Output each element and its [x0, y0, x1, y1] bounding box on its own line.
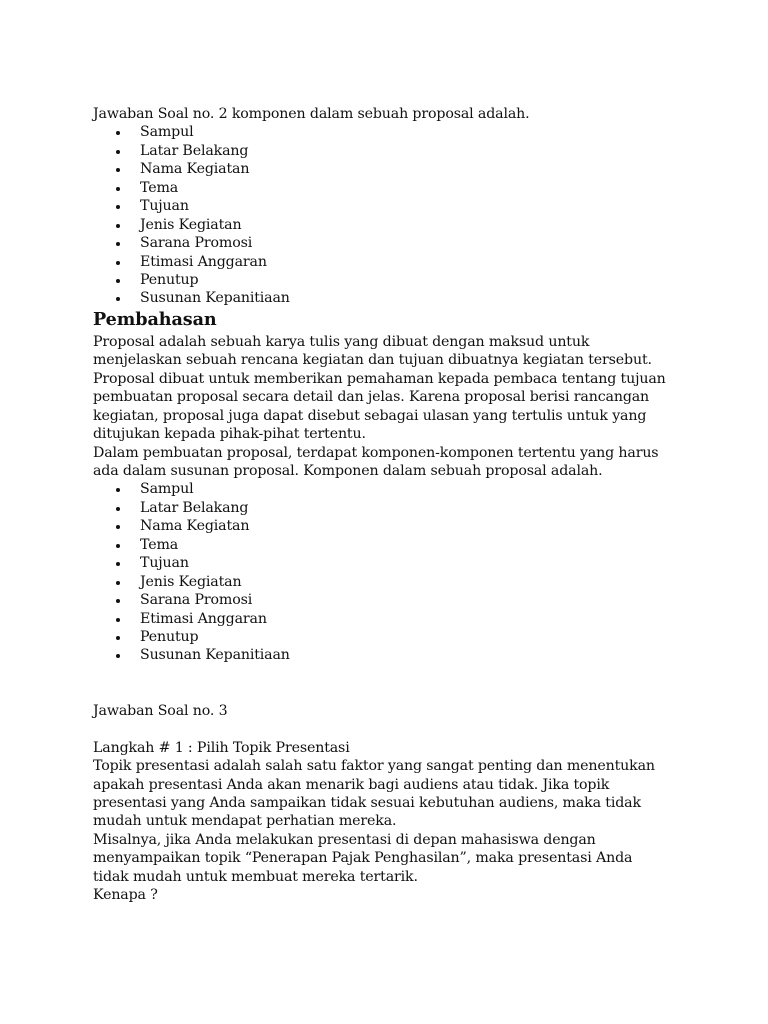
- body-line: ada dalam susunan proposal. Komponen dalam sebuah proposal adalah.: [93, 463, 603, 479]
- body-line: Proposal dibuat untuk memberikan pemahaman kepada pembaca tentang tujuan: [93, 370, 666, 387]
- list-item: [93, 234, 683, 252]
- body-line: menyampaikan topik “Penerapan Pajak Penghasilan”, maka presentasi Anda: [93, 850, 633, 867]
- bullet-icon: [116, 131, 120, 135]
- list-item: [93, 517, 683, 535]
- list-item: [93, 289, 683, 307]
- list-item-text: Penutup: [140, 271, 199, 288]
- bullet-icon: [116, 261, 120, 265]
- body-line: Kenapa ?: [93, 887, 158, 904]
- body-line: Proposal adalah sebuah karya tulis yang dibuat dengan maksud untuk: [93, 333, 590, 350]
- list-item-text: Etimasi Anggaran: [140, 610, 267, 627]
- pembahasan-body: [93, 333, 683, 481]
- list-item: [93, 536, 683, 554]
- list-item-text: Sampul: [140, 481, 194, 498]
- pembahasan-component-list: [93, 480, 683, 664]
- list-item-text: Susunan Kepanitiaan: [140, 647, 290, 664]
- list-item: [93, 253, 683, 271]
- list-item-text: Tujuan: [140, 198, 189, 215]
- body-line: Misalnya, jika Anda melakukan presentasi di depan mahasiswa dengan: [93, 831, 596, 848]
- bullet-icon: [116, 544, 120, 548]
- body-line: Dalam pembuatan proposal, terdapat komponen-komponen tertentu yang harus: [93, 444, 659, 461]
- list-item: [93, 554, 683, 572]
- list-item: [93, 160, 683, 178]
- list-item: [93, 499, 683, 517]
- bullet-icon: [116, 168, 120, 172]
- bullet-icon: [116, 654, 120, 658]
- bullet-icon: [116, 636, 120, 640]
- bullet-icon: [116, 279, 120, 283]
- bullet-icon: [116, 562, 120, 566]
- list-item-text: Jenis Kegiatan: [140, 216, 242, 233]
- body-line: menjelaskan sebuah rencana kegiatan dan tujuan dibuatnya kegiatan tersebut.: [93, 352, 652, 369]
- bullet-icon: [116, 488, 120, 492]
- bullet-icon: [116, 507, 120, 511]
- list-item-text: Tema: [140, 536, 179, 553]
- list-item: [93, 197, 683, 215]
- document-page: [93, 105, 683, 905]
- list-item-text: Sarana Promosi: [140, 235, 253, 252]
- bullet-icon: [116, 297, 120, 301]
- bullet-icon: [116, 242, 120, 246]
- bullet-icon: [116, 187, 120, 191]
- list-item: [93, 610, 683, 628]
- blank-space: [93, 665, 683, 702]
- blank-space: [93, 720, 683, 738]
- list-item: [93, 573, 683, 591]
- bullet-icon: [116, 224, 120, 228]
- list-item: [93, 628, 683, 646]
- list-item-text: Nama Kegiatan: [140, 161, 250, 178]
- body-line: mudah untuk mendapat perhatian mereka.: [93, 813, 397, 830]
- body-line: Topik presentasi adalah salah satu faktor yang sangat penting dan menentukan: [93, 758, 655, 775]
- body-line: apakah presentasi Anda akan menarik bagi audiens atau tidak. Jika topik: [93, 776, 610, 793]
- step-title: Langkah # 1 : Pilih Topik Presentasi: [93, 739, 350, 756]
- list-item: [93, 142, 683, 160]
- list-item: [93, 591, 683, 609]
- list-item: [93, 123, 683, 141]
- section1-component-list: [93, 123, 683, 307]
- list-item-text: Etimasi Anggaran: [140, 253, 267, 270]
- list-item: [93, 179, 683, 197]
- bullet-icon: [116, 150, 120, 154]
- section3-body: [93, 757, 683, 905]
- list-item-text: Tema: [140, 179, 179, 196]
- list-item-text: Susunan Kepanitiaan: [140, 290, 290, 307]
- section3-title: Jawaban Soal no. 3: [93, 702, 228, 719]
- list-item-text: Sampul: [140, 124, 194, 141]
- list-item-text: Nama Kegiatan: [140, 518, 250, 535]
- section1-intro: Jawaban Soal no. 2 komponen dalam sebuah proposal adalah.: [93, 106, 530, 122]
- body-line: presentasi yang Anda sampaikan tidak sesuai kebutuhan audiens, maka tidak: [93, 794, 641, 811]
- bullet-icon: [116, 525, 120, 529]
- body-line: tidak mudah untuk membuat mereka tertarik.: [93, 868, 418, 885]
- list-item-text: Penutup: [140, 628, 199, 645]
- pembahasan-heading: Pembahasan: [93, 308, 217, 330]
- bullet-icon: [116, 205, 120, 209]
- list-item: [93, 480, 683, 498]
- bullet-icon: [116, 618, 120, 622]
- list-item: [93, 646, 683, 664]
- list-item-text: Tujuan: [140, 555, 189, 572]
- list-item: [93, 216, 683, 234]
- body-line: ditujukan kepada pihak-pihat tertentu.: [93, 426, 366, 443]
- bullet-icon: [116, 599, 120, 603]
- bullet-icon: [116, 581, 120, 585]
- list-item-text: Latar Belakang: [140, 499, 249, 516]
- list-item-text: Latar Belakang: [140, 142, 249, 159]
- list-item-text: Sarana Promosi: [140, 592, 253, 609]
- body-line: kegiatan, proposal juga dapat disebut sebagai ulasan yang tertulis untuk yang: [93, 407, 647, 424]
- list-item: [93, 271, 683, 289]
- body-line: pembuatan proposal secara detail dan jelas. Karena proposal berisi rancangan: [93, 389, 650, 406]
- list-item-text: Jenis Kegiatan: [140, 573, 242, 590]
